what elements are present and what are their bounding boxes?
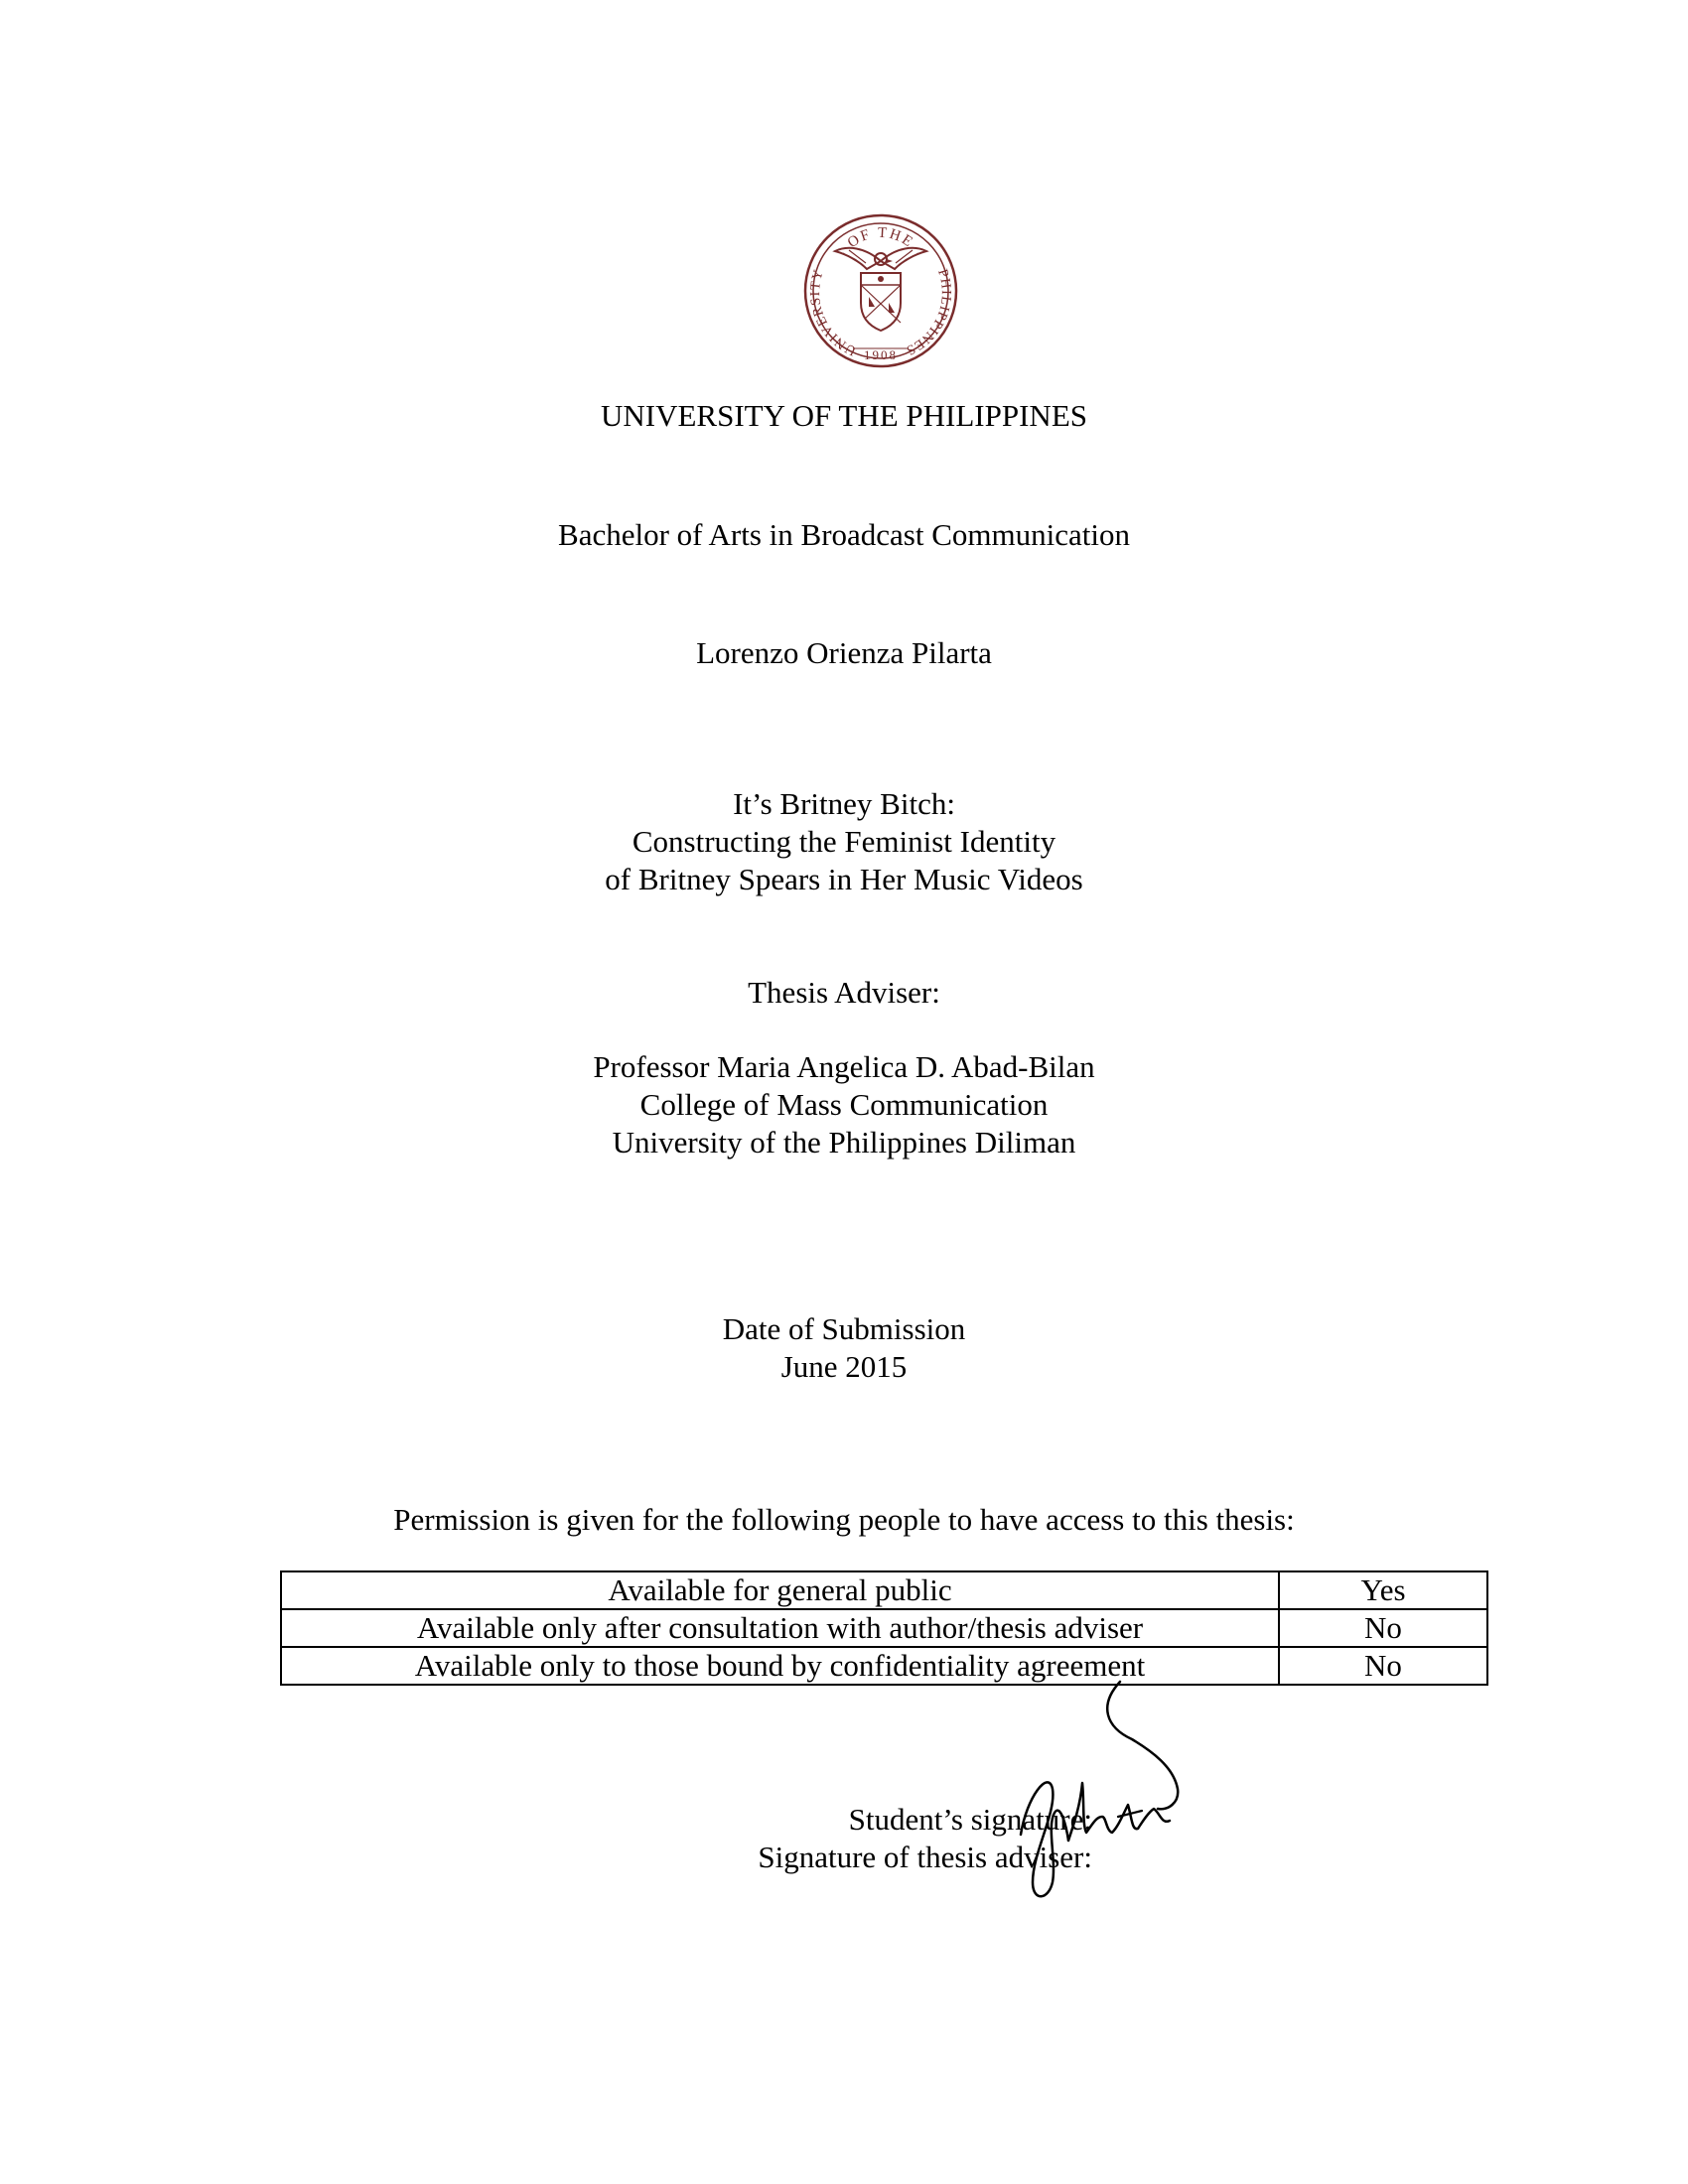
svg-text:PHILIPPINES: [904, 267, 953, 357]
thesis-title-line-3: of Britney Spears in Her Music Videos: [605, 862, 1083, 896]
table-row: [281, 1609, 1487, 1647]
permission-option: Available for general public: [281, 1571, 1279, 1609]
university-heading: UNIVERSITY OF THE PHILIPPINES: [601, 398, 1087, 433]
permission-value: No: [1279, 1609, 1487, 1647]
adviser-college: College of Mass Communication: [639, 1087, 1049, 1122]
svg-text:OF THE: [845, 225, 916, 251]
permission-option: Available only to those bound by confidentiality agreement: [281, 1647, 1279, 1685]
thesis-adviser-label: Thesis Adviser:: [748, 975, 940, 1010]
table-row: [281, 1647, 1487, 1685]
student-signature-label: Student’s signature:: [848, 1802, 1092, 1837]
seal-right-text: PHILIPPINES: [903, 267, 953, 358]
thesis-title-line-2: Constructing the Feminist Identity: [632, 824, 1056, 859]
university-seal-logo: [803, 204, 958, 377]
author-name: Lorenzo Orienza Pilarta: [696, 635, 992, 670]
adviser-name: Professor Maria Angelica D. Abad-Bilan: [593, 1049, 1095, 1084]
permission-value: No: [1279, 1647, 1487, 1685]
seal-left-text: UNIVERSITY: [808, 267, 859, 358]
handwritten-signature: [1003, 1678, 1192, 1906]
adviser-university: University of the Philippines Diliman: [612, 1125, 1076, 1160]
submission-label: Date of Submission: [722, 1311, 966, 1346]
permission-option: Available only after consultation with author/thesis adviser: [281, 1609, 1279, 1647]
table-row: [281, 1571, 1487, 1609]
seal-year: 1908: [864, 347, 898, 362]
seal-top-text: OF THE: [844, 224, 917, 252]
svg-text:UNIVERSITY: [808, 267, 859, 357]
submission-date: June 2015: [780, 1349, 908, 1384]
permission-statement: Permission is given for the following people to have access to this thesis:: [393, 1502, 1295, 1537]
thesis-title-line-1: It’s Britney Bitch:: [733, 786, 955, 821]
adviser-signature-label: Signature of thesis adviser:: [758, 1840, 1092, 1874]
permission-table: [280, 1570, 1488, 1686]
permission-value: Yes: [1279, 1571, 1487, 1609]
degree-program: Bachelor of Arts in Broadcast Communication: [558, 517, 1130, 552]
